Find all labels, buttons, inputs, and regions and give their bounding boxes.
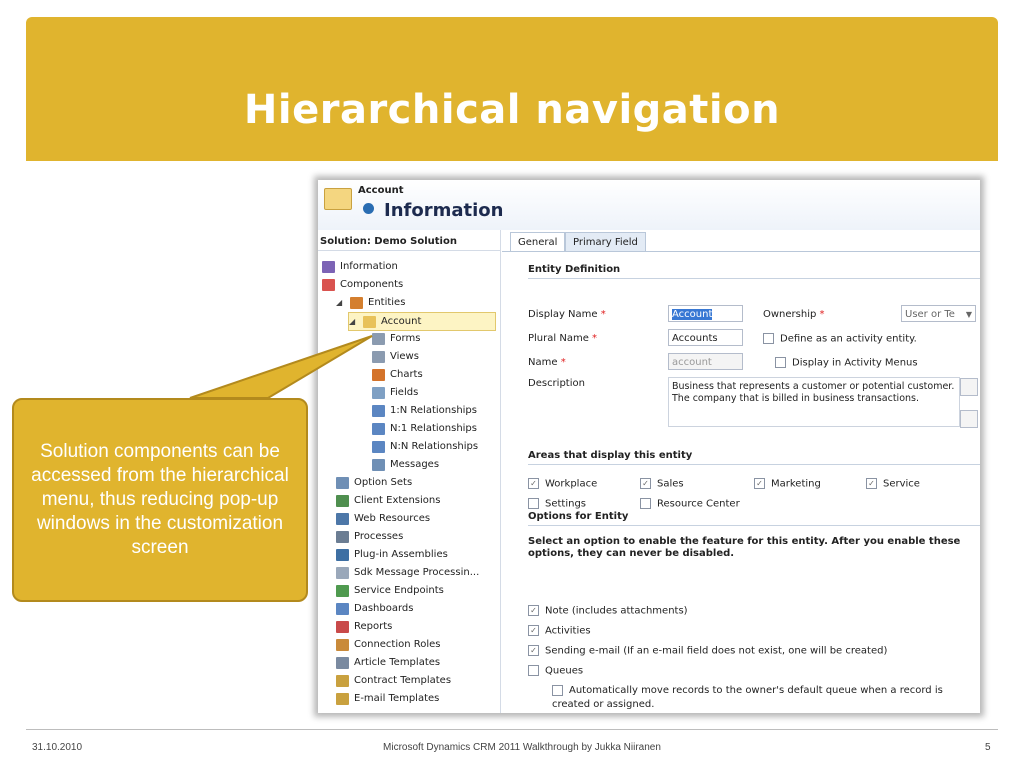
checkbox[interactable]: ✓ bbox=[640, 478, 651, 489]
nav-item-label: Messages bbox=[390, 459, 440, 470]
nav-item-label: Components bbox=[340, 279, 404, 290]
nav-item-label: Processes bbox=[354, 531, 404, 542]
area-label: Workplace bbox=[545, 478, 598, 490]
queues-option[interactable]: Queues bbox=[528, 665, 583, 677]
nav-item-label: Information bbox=[340, 261, 398, 272]
page-heading: Information bbox=[384, 200, 504, 221]
footer-date: 31.10.2010 bbox=[32, 742, 83, 753]
area-label: Resource Center bbox=[657, 498, 740, 510]
auto-move-option[interactable]: Automatically move records to the owner's default queue when a record is created or assigned. bbox=[552, 685, 943, 710]
nav-item-label: Reports bbox=[354, 621, 393, 632]
entity-name: Account bbox=[358, 185, 404, 196]
section-options: Options for Entity bbox=[528, 511, 629, 522]
nav-item-label: Dashboards bbox=[354, 603, 414, 614]
activity-menus-option[interactable]: Display in Activity Menus bbox=[775, 357, 918, 369]
expand-arrow-icon[interactable]: ◢ bbox=[336, 298, 343, 307]
nav-item-label: E-mail Templates bbox=[354, 693, 440, 704]
checkbox[interactable]: ✓ bbox=[754, 478, 765, 489]
nav-item-label: Sdk Message Processin... bbox=[354, 567, 480, 578]
activity-entity-option[interactable]: Define as an activity entity. bbox=[763, 333, 917, 345]
section-areas: Areas that display this entity bbox=[528, 450, 693, 461]
slide-title: Hierarchical navigation bbox=[243, 87, 781, 133]
area-label: Service bbox=[883, 478, 920, 490]
checkbox[interactable]: ✓ bbox=[866, 478, 877, 489]
section-entity-definition: Entity Definition bbox=[528, 264, 621, 275]
name-field[interactable]: account bbox=[668, 353, 743, 370]
nav-item-label: Plug-in Assemblies bbox=[354, 549, 448, 560]
nav-item-label: Charts bbox=[390, 369, 423, 380]
checkbox[interactable]: ✓ bbox=[528, 625, 539, 636]
nav-item-label: Account bbox=[381, 316, 422, 327]
description-label: Description bbox=[528, 378, 585, 389]
nav-item-label: Forms bbox=[390, 333, 421, 344]
display-name-label: Display Name * bbox=[528, 309, 606, 320]
description-field[interactable]: Business that represents a customer or potential customer. The company that is billed in business transactions. bbox=[668, 377, 960, 427]
nav-item-label: Option Sets bbox=[354, 477, 413, 488]
nav-item-label: Entities bbox=[368, 297, 406, 308]
note-option[interactable]: ✓ Note (includes attachments) bbox=[528, 605, 688, 617]
tab-primary-field[interactable]: Primary Field bbox=[565, 232, 646, 251]
nav-item-label: Views bbox=[390, 351, 419, 362]
checkbox[interactable]: ✓ bbox=[528, 645, 539, 656]
nav-item-label: Contract Templates bbox=[354, 675, 452, 686]
ownership-label: Ownership * bbox=[763, 309, 825, 320]
area-label: Marketing bbox=[771, 478, 821, 490]
plural-name-field[interactable]: Accounts bbox=[668, 329, 743, 346]
callout-box: Solution components can be accessed from the hierarchical menu, thus reducing pop-up windows in the customization screen bbox=[12, 398, 308, 602]
footer-divider bbox=[26, 729, 998, 730]
name-label: Name * bbox=[528, 357, 566, 368]
nav-item-label: Connection Roles bbox=[354, 639, 441, 650]
nav-item-label: Client Extensions bbox=[354, 495, 441, 506]
checkbox[interactable]: ✓ bbox=[528, 478, 539, 489]
plural-name-label: Plural Name * bbox=[528, 333, 598, 344]
nav-item-label: Web Resources bbox=[354, 513, 431, 524]
nav-item-label: 1:N Relationships bbox=[390, 405, 477, 416]
nav-item-label: Fields bbox=[390, 387, 419, 398]
sending-email-option[interactable]: ✓ Sending e-mail (If an e-mail field does not exist, one will be created) bbox=[528, 645, 887, 657]
activities-option[interactable]: ✓ Activities bbox=[528, 625, 591, 637]
area-label: Sales bbox=[657, 478, 684, 490]
solution-label: Solution: Demo Solution bbox=[320, 236, 457, 247]
options-intro: Select an option to enable the feature for this entity. After you enable these options, they can never be disabled. bbox=[528, 536, 961, 559]
page-number: 5 bbox=[985, 742, 991, 753]
footer-center: Microsoft Dynamics CRM 2011 Walkthrough by Jukka Niiranen bbox=[383, 742, 661, 753]
nav-item-label: N:1 Relationships bbox=[390, 423, 477, 434]
ownership-select[interactable]: User or Te ▼ bbox=[901, 305, 976, 322]
expand-arrow-icon[interactable]: ◢ bbox=[349, 317, 356, 326]
tab-general[interactable]: General bbox=[510, 232, 565, 251]
area-label: Settings bbox=[545, 498, 587, 510]
nav-item-label: Article Templates bbox=[354, 657, 441, 668]
nav-item-label: N:N Relationships bbox=[390, 441, 479, 452]
chevron-down-icon: ▼ bbox=[965, 310, 972, 319]
nav-item-label: Service Endpoints bbox=[354, 585, 444, 596]
checkbox[interactable]: ✓ bbox=[528, 605, 539, 616]
display-name-field[interactable]: Account bbox=[668, 305, 743, 322]
